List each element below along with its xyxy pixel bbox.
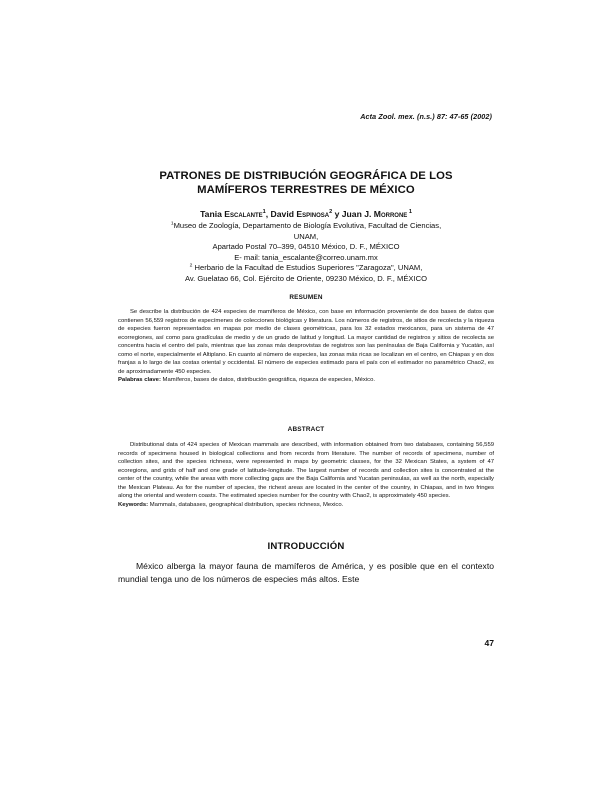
resumen-block xyxy=(118,308,494,385)
introduccion-heading: INTRODUCCIÓN xyxy=(267,541,345,552)
author-2-family: Espinosa xyxy=(296,209,330,219)
author-3-sup: 1 xyxy=(407,209,412,216)
author-2-given: , David xyxy=(265,209,297,219)
resumen-keywords xyxy=(118,376,494,385)
abstract-block xyxy=(118,441,494,509)
author-2-sup: 2 xyxy=(329,209,333,216)
abstract-heading: ABSTRACT xyxy=(287,426,325,433)
affiliation-line-3: Apartado Postal 70–399, 04510 México, D. F., MÉXICO xyxy=(212,242,400,252)
affiliation-line-2: UNAM, xyxy=(293,231,319,241)
affiliation-2-sup: 2 xyxy=(189,263,193,269)
abstract-keywords-label: Keywords: xyxy=(118,501,149,508)
abstract-body: Distributional data of 424 species of Mexican mammals are described, with information obtained from two databases, containing 56,559 records of specimens housed in biological collections and from records from literature. The number of records of specimens, number of collection sites, and the species richness, were represented in maps by geometric classes, for the 32 Mexican States, a system of 47 ecoregions, and grids of half and one grade of latitude-longitude. The largest number of records and collection sites is concentrated at the center of the country, while the areas with more collecting gaps are the Baja California and Yucatan peninsulas, as well as the north, especially the Mexican Plateau. As for the number of species, the richest areas are located in the center of the country, in Chiapas, and in two fringes along the oriental and western coasts. The estimated species number for the country with Chao2, is approximately 450 species. xyxy=(118,442,494,499)
author-3-given: y Juan J. xyxy=(332,209,374,219)
affiliation-1-sup: 1 xyxy=(170,221,174,227)
introduccion-block xyxy=(118,560,494,586)
affiliation-line-5 xyxy=(0,263,612,274)
title-line-2: MAMÍFEROS TERRESTRES DE MÉXICO xyxy=(197,183,415,196)
resumen-keywords-text: Mamíferos, bases de datos, distribución geográfica, riqueza de especies, México. xyxy=(160,377,376,383)
affiliations xyxy=(0,221,612,285)
journal-reference: Acta Zool. mex. (n.s.) 87: 47-65 (2002) xyxy=(360,112,492,121)
author-1-given: Tania xyxy=(200,209,225,219)
abstract-keywords-text: Mammals, databases, geographical distribution, species richness, Mexico. xyxy=(148,501,344,508)
resumen-body: Se describe la distribución de 424 especies de mamíferos de México, con base en información proveniente de dos bases de datos que contienen 56,559 registros de especímenes de colecciones biológicas y literatura. Los números de registros, de sitios de recolecta y la riqueza de especies fueron representados en mapas por medio de clases geométricas, para los 32 estados mexicanos, para un sistema de 47 ecorregiones, así como para gradículas de medio y de un grado de latitud y longitud. La mayor cantidad de registros y sitios de recolecta se concentra hacia el centro del país, mientras que las zonas más desprovistas de registros son las penínsulas de Baja California y Yucatán, así como el norte, especialmente el Altiplano. En cuanto al número de especies, las zonas más ricas se localizan en el centro, en Chiapas y en dos franjas a lo largo de las costas oriental y occidental. El número de especies estimado para el país con el estimador no paramétrico Chao2, es de aproximadamente 450 especies. xyxy=(118,309,494,375)
author-list xyxy=(0,209,612,219)
author-1-family: Escalante xyxy=(224,209,263,219)
affiliation-line-5-text: Herbario de la Facultad de Estudios Superiores "Zaragoza", UNAM, xyxy=(192,263,423,273)
article-title xyxy=(0,170,612,197)
abstract-keywords xyxy=(118,501,494,510)
author-1-sup: 1 xyxy=(262,209,266,216)
page-number: 47 xyxy=(484,638,494,648)
resumen-keywords-label: Palabras clave: xyxy=(118,377,161,383)
affiliation-line-6: Av. Guelatao 66, Col. Ejército de Oriente, 09230 México, D. F., MÉXICO xyxy=(185,273,427,283)
affiliation-line-1 xyxy=(0,221,612,232)
introduccion-body: México alberga la mayor fauna de mamíferos de América, y es posible que en el contexto mundial tenga uno de los números de especies más altos. Este xyxy=(118,561,494,584)
affiliation-line-4: E- mail: tania_escalante@correo.unam.mx xyxy=(234,252,378,262)
resumen-heading: RESUMEN xyxy=(289,294,323,301)
title-line-1: PATRONES DE DISTRIBUCIÓN GEOGRÁFICA DE LOS xyxy=(159,170,453,182)
affiliation-line-1-text: Museo de Zoología, Departamento de Biología Evolutiva, Facultad de Ciencias, xyxy=(173,221,442,230)
author-3-family: Morrone xyxy=(373,209,408,219)
